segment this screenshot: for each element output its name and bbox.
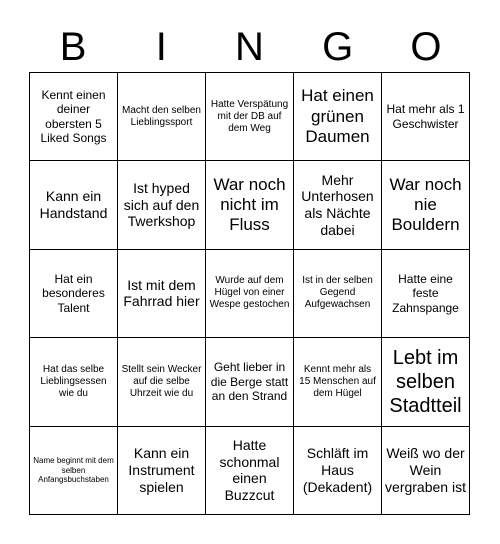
header-letter-i: I	[155, 24, 167, 69]
bingo-header	[29, 22, 470, 72]
bingo-cell[interactable]: Hatte schonmal einen Buzzcut	[206, 427, 294, 515]
bingo-cell[interactable]: Ist in der selben Gegend Aufgewachsen	[294, 250, 382, 338]
bingo-cell[interactable]: Kann ein Instrument spielen	[118, 427, 206, 515]
bingo-cell[interactable]: Kennt mehr als 15 Menschen auf dem Hügel	[294, 338, 382, 426]
header-letter-b: B	[59, 24, 87, 69]
header-letter-o: O	[410, 24, 442, 69]
bingo-cell[interactable]: Hatte eine feste Zahnspange	[382, 250, 470, 338]
bingo-cell[interactable]: Geht lieber in die Berge statt an den Strand	[206, 338, 294, 426]
bingo-cell[interactable]: Hat ein besonderes Talent	[30, 250, 118, 338]
bingo-cell[interactable]: Macht den selben Lieblingssport	[118, 73, 206, 161]
bingo-cell[interactable]: Hat das selbe Lieblingsessen wie du	[30, 338, 118, 426]
bingo-cell[interactable]: Kann ein Handstand	[30, 161, 118, 249]
bingo-cell[interactable]: Mehr Unterhosen als Nächte dabei	[294, 161, 382, 249]
bingo-cell[interactable]: Ist hyped sich auf den Twerkshop	[118, 161, 206, 249]
bingo-cell[interactable]: Ist mit dem Fahrrad hier	[118, 250, 206, 338]
bingo-cell[interactable]: Hatte Verspätung mit der DB auf dem Weg	[206, 73, 294, 161]
header-letter-g: G	[322, 24, 354, 69]
bingo-cell[interactable]: Kennt einen deiner obersten 5 Liked Songs	[30, 73, 118, 161]
bingo-cell[interactable]: Hat mehr als 1 Geschwister	[382, 73, 470, 161]
bingo-cell[interactable]: Lebt im selben Stadtteil	[382, 338, 470, 426]
bingo-cell[interactable]: Hat einen grünen Daumen	[294, 73, 382, 161]
bingo-cell[interactable]: War noch nie Bouldern	[382, 161, 470, 249]
bingo-cell[interactable]: Wurde auf dem Hügel von einer Wespe gestochen	[206, 250, 294, 338]
bingo-cell[interactable]: Stellt sein Wecker auf die selbe Uhrzeit wie du	[118, 338, 206, 426]
bingo-cell[interactable]: Schläft im Haus (Dekadent)	[294, 427, 382, 515]
bingo-cell[interactable]: Name beginnt mit dem selben Anfangsbuchstaben	[30, 427, 118, 515]
bingo-cell[interactable]: Weiß wo der Wein vergraben ist	[382, 427, 470, 515]
header-letter-n: N	[235, 24, 264, 69]
bingo-grid	[29, 72, 470, 515]
bingo-cell[interactable]: War noch nicht im Fluss	[206, 161, 294, 249]
